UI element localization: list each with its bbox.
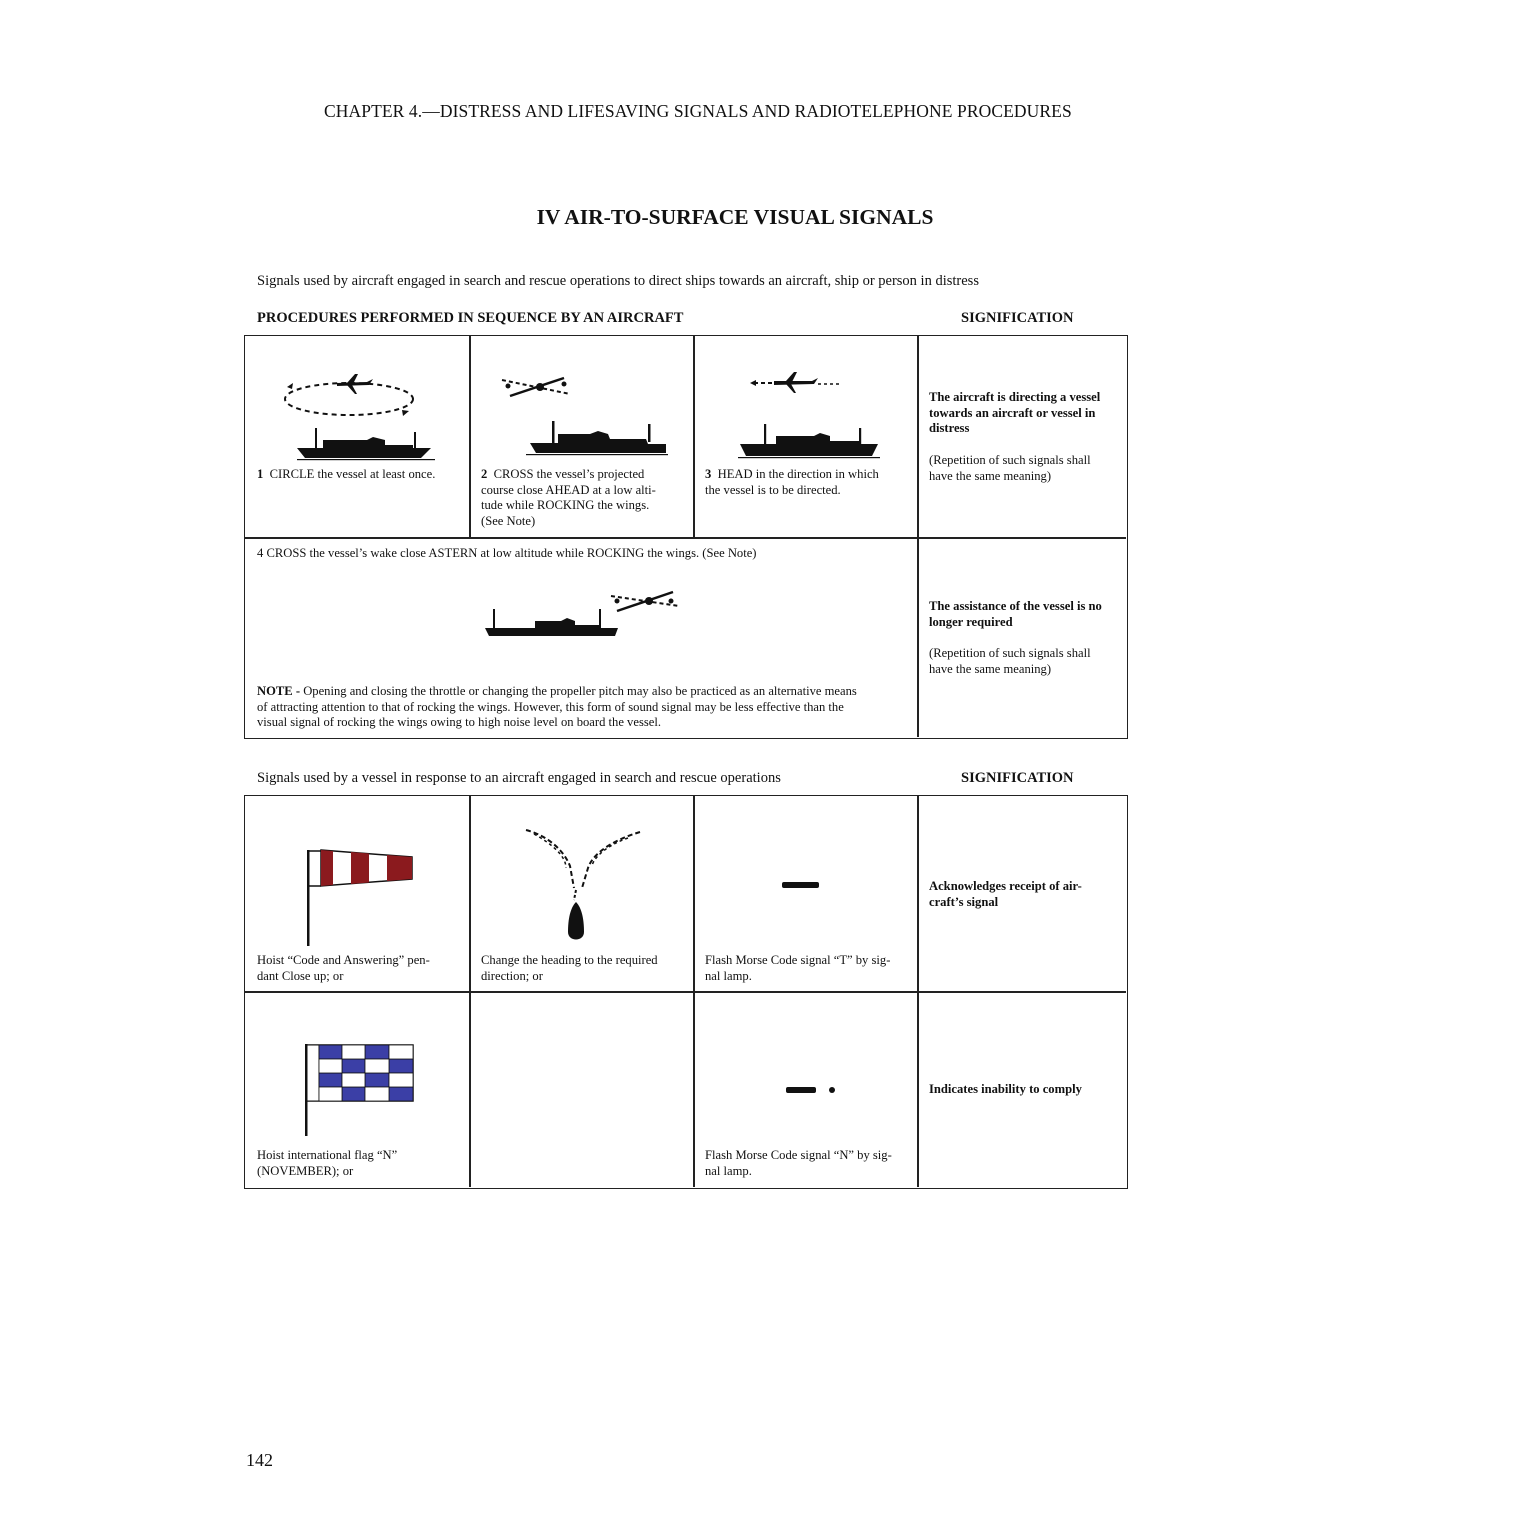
text-line: nal lamp.: [705, 968, 752, 983]
flag-november-icon: [245, 992, 469, 1152]
text-line: The assistance of the vessel is no: [929, 599, 1102, 613]
signification-1-cell: [918, 336, 1128, 537]
text-line: the vessel is to be directed.: [705, 482, 841, 497]
morse-n-cell: [694, 992, 918, 1187]
text-line: The aircraft is directing a vessel: [929, 390, 1101, 404]
flag-november-text: [257, 1148, 397, 1179]
running-head: CHAPTER 4.—DISTRESS AND LIFESAVING SIGNALS AND RADIOTELEPHONE PROCEDURES: [324, 101, 1072, 121]
aircraft-circling-vessel-icon: [245, 336, 469, 471]
note-label: NOTE -: [257, 684, 301, 698]
text-line: Change the heading to the required: [481, 953, 658, 967]
step-3-text: [705, 467, 879, 498]
step-3-cell: [694, 336, 918, 537]
step-1-cell: [245, 336, 469, 537]
signification-4-cell: [918, 992, 1128, 1187]
text-line: direction; or: [481, 968, 543, 983]
morse-n-text: [705, 1148, 892, 1179]
code-answering-pendant-icon: [245, 796, 469, 956]
text-line: have the same meaning): [929, 661, 1052, 676]
section1-intro: Signals used by aircraft engaged in search and rescue operations to direct ships towards an aircraft, ship or person in distress: [257, 273, 979, 289]
page-number: 142: [246, 1450, 273, 1470]
step-4-cell: [245, 538, 917, 738]
text-line: Acknowledges receipt of air-: [929, 879, 1082, 893]
aircraft-rocking-wings-astern-icon: [245, 538, 917, 658]
step-number: 1: [257, 467, 264, 481]
text-line: CROSS the vessel’s projected: [493, 467, 645, 481]
signification-3-cell: [918, 796, 1128, 991]
pendant-text: [257, 953, 430, 984]
text-line: have the same meaning): [929, 468, 1052, 483]
text-line: craft’s signal: [929, 894, 999, 909]
signification-header-2: SIGNIFICATION: [961, 770, 1074, 786]
signification-3-meaning: [929, 879, 1082, 910]
empty-cell: [470, 992, 694, 1187]
text-line: Flash Morse Code signal “N” by sig-: [705, 1148, 892, 1162]
text-line: tude while ROCKING the wings.: [481, 498, 650, 512]
text-line: Opening and closing the throttle or changing the propeller pitch may also be practiced as an alternative means: [300, 684, 857, 698]
text-line: course close AHEAD at a low alti-: [481, 482, 656, 497]
text-line: (Repetition of such signals shall: [929, 453, 1091, 467]
procedures-header: PROCEDURES PERFORMED IN SEQUENCE BY AN AIRCRAFT: [257, 310, 684, 326]
aircraft-heading-direction-icon: [694, 336, 918, 471]
text-line: distress: [929, 421, 970, 435]
change-heading-text: [481, 953, 658, 984]
vessel-change-heading-icon: [470, 796, 694, 956]
text-line: towards an aircraft or vessel in: [929, 405, 1096, 420]
signification-2-note: [929, 646, 1091, 677]
morse-t-text: [705, 953, 890, 984]
signification-2-meaning: [929, 599, 1102, 630]
text-line: HEAD in the direction in which: [717, 467, 879, 481]
text-line: (Repetition of such signals shall: [929, 646, 1091, 660]
signification-header-1: SIGNIFICATION: [961, 310, 1074, 326]
aircraft-procedures-table: [244, 335, 1128, 739]
text-line: Flash Morse Code signal “T” by sig-: [705, 953, 891, 967]
text-line: Hoist international flag “N”: [257, 1148, 398, 1162]
flag-november-cell: [245, 992, 469, 1187]
morse-t-cell: [694, 796, 918, 991]
section2-intro: Signals used by a vessel in response to an aircraft engaged in search and rescue operations: [257, 770, 781, 786]
signification-4-meaning: [929, 1082, 1082, 1098]
aircraft-rocking-wings-ahead-icon: [470, 336, 694, 471]
text-line: Hoist “Code and Answering” pen-: [257, 953, 430, 967]
note-text: [257, 684, 857, 731]
text-line: Indicates inability to comply: [929, 1082, 1082, 1096]
text-line: visual signal of rocking the wings owing to high noise level on board the vessel.: [257, 715, 661, 729]
signification-1-meaning: [929, 390, 1100, 437]
change-heading-cell: [470, 796, 694, 991]
step-number: 2: [481, 467, 488, 481]
step-2-text: [481, 467, 656, 529]
step-4-text: 4 CROSS the vessel’s wake close ASTERN at low altitude while ROCKING the wings. (See Note): [257, 546, 757, 560]
text-line: longer required: [929, 614, 1013, 629]
text-line: (NOVEMBER); or: [257, 1163, 354, 1178]
morse-dot-icon: [829, 1087, 835, 1093]
step-2-cell: [470, 336, 694, 537]
vessel-response-table: [244, 795, 1128, 1189]
morse-dash-icon: [786, 1087, 816, 1093]
text-line: dant Close up; or: [257, 968, 344, 983]
page-title: IV AIR-TO-SURFACE VISUAL SIGNALS: [536, 205, 934, 229]
step-number: 3: [705, 467, 712, 481]
text-line: of attracting attention to that of rocking the wings. However, this form of sound signal may be less effective than the: [257, 699, 844, 714]
pendant-cell: [245, 796, 469, 991]
step-text: CIRCLE the vessel at least once.: [269, 467, 436, 481]
morse-dash-icon: [782, 882, 819, 888]
text-line: nal lamp.: [705, 1163, 752, 1178]
text-line: (See Note): [481, 513, 536, 528]
signification-1-note: [929, 453, 1091, 484]
signification-2-cell: [918, 538, 1128, 738]
